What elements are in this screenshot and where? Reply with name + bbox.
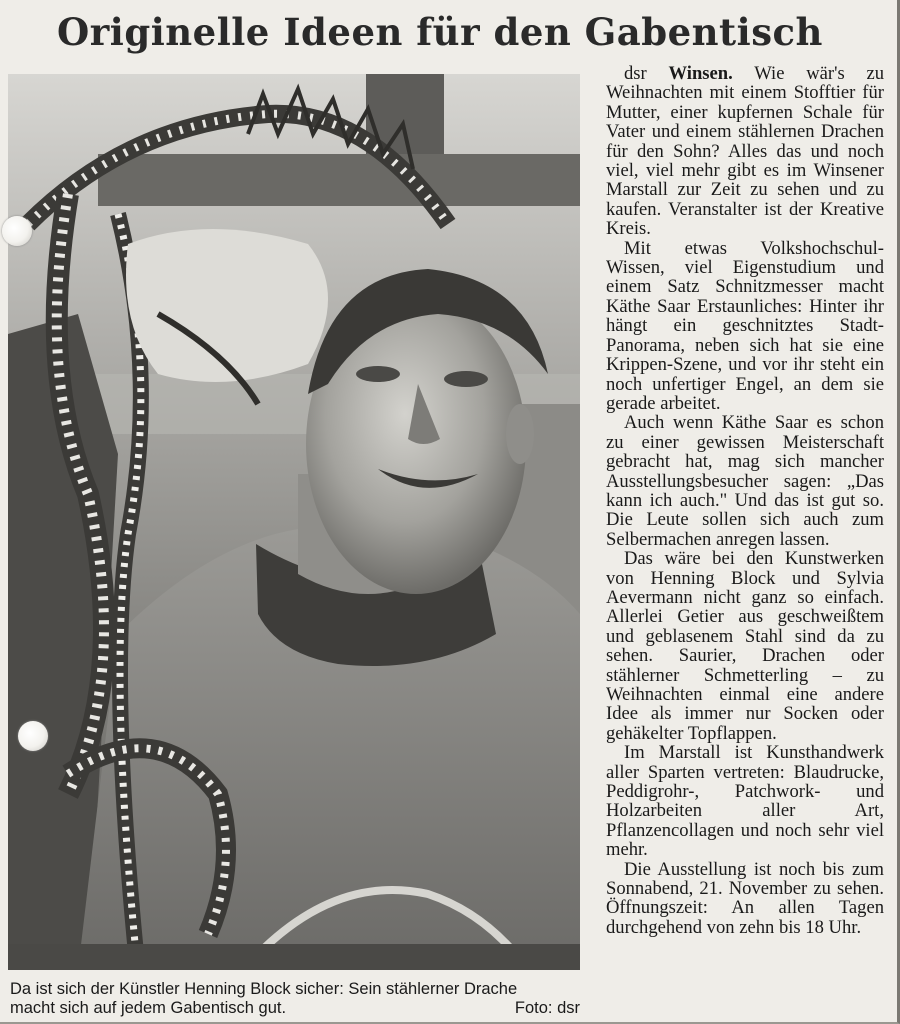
article-paragraph-1 [606, 64, 884, 239]
article-body [606, 64, 884, 937]
caption-line-1: Da ist sich der Künstler Henning Block sicher: Sein stählerner Drache [10, 980, 518, 998]
punch-hole-icon [18, 721, 48, 751]
caption-line-2-row [10, 999, 582, 1018]
headline: Originelle Ideen für den Gabentisch [57, 10, 823, 54]
photo-artist-with-dragon [8, 74, 580, 970]
punch-hole-icon [2, 216, 32, 246]
dateline: Winsen. [668, 63, 733, 84]
article-paragraph-2: Mit etwas Volkshochschul-Wissen, viel Eigenstudium und einem Satz Schnitzmesser macht Käthe Saar Erstaunliches: Hinter ihr hängt ein geschnitztes Stadt-Panorama, neben sich hat sie eine Krippen-Szene, und vor ihr steht ein noch unfertiger Engel, an dem sie gerade arbeitet. [606, 237, 884, 414]
caption-line-2: macht sich auf jedem Gabentisch gut. [10, 999, 287, 1017]
photo-credit: Foto: dsr [514, 999, 580, 1017]
article-paragraph-3: Auch wenn Käthe Saar es schon zu einer gewissen Meisterschaft gebracht hat, mag sich mancher Ausstellungsbesucher sagen: „Das kann ich auch." Und das ist gut so. Die Leute sollen sich auch zum Selbermachen anregen lassen. [606, 412, 884, 550]
article-paragraph-6: Die Ausstellung ist noch bis zum Sonnabend, 21. November zu sehen. Öffnungszeit: An allen Tagen durchgehend von zehn bis 18 Uhr. [606, 858, 884, 938]
paragraph-text: Wie wär's zu Weihnachten mit einem Stofftier für Mutter, einer kupfernen Schale für Vater und einem stählernen Drachen für den Sohn? Alles das und noch viel, viel mehr gibt es im Winsener Marstall zur Zeit zu sehen und zu kaufen. Veranstalter ist der Kreative Kreis. [606, 63, 885, 240]
photo-caption [10, 980, 582, 1018]
article-paragraph-5: Im Marstall ist Kunsthandwerk aller Sparten vertreten: Blaudrucke, Peddigrohr-, Patchwork- und Holzarbeiten aller Art, Pflanzencollagen und noch sehr viel mehr. [606, 742, 884, 861]
author-prefix: dsr [624, 63, 647, 84]
article-paragraph-4: Das wäre bei den Kunstwerken von Henning Block und Sylvia Aevermann nicht ganz so einfach. Allerlei Getier aus geschweißtem und geblasenem Stahl sind da zu sehen. Saurier, Drachen oder stählerner Schmetterling – zu Weihnachten einmal eine andere Idee als immer nur Socken oder gehäkelter Topflappen. [606, 548, 884, 744]
article-photo [8, 74, 580, 970]
